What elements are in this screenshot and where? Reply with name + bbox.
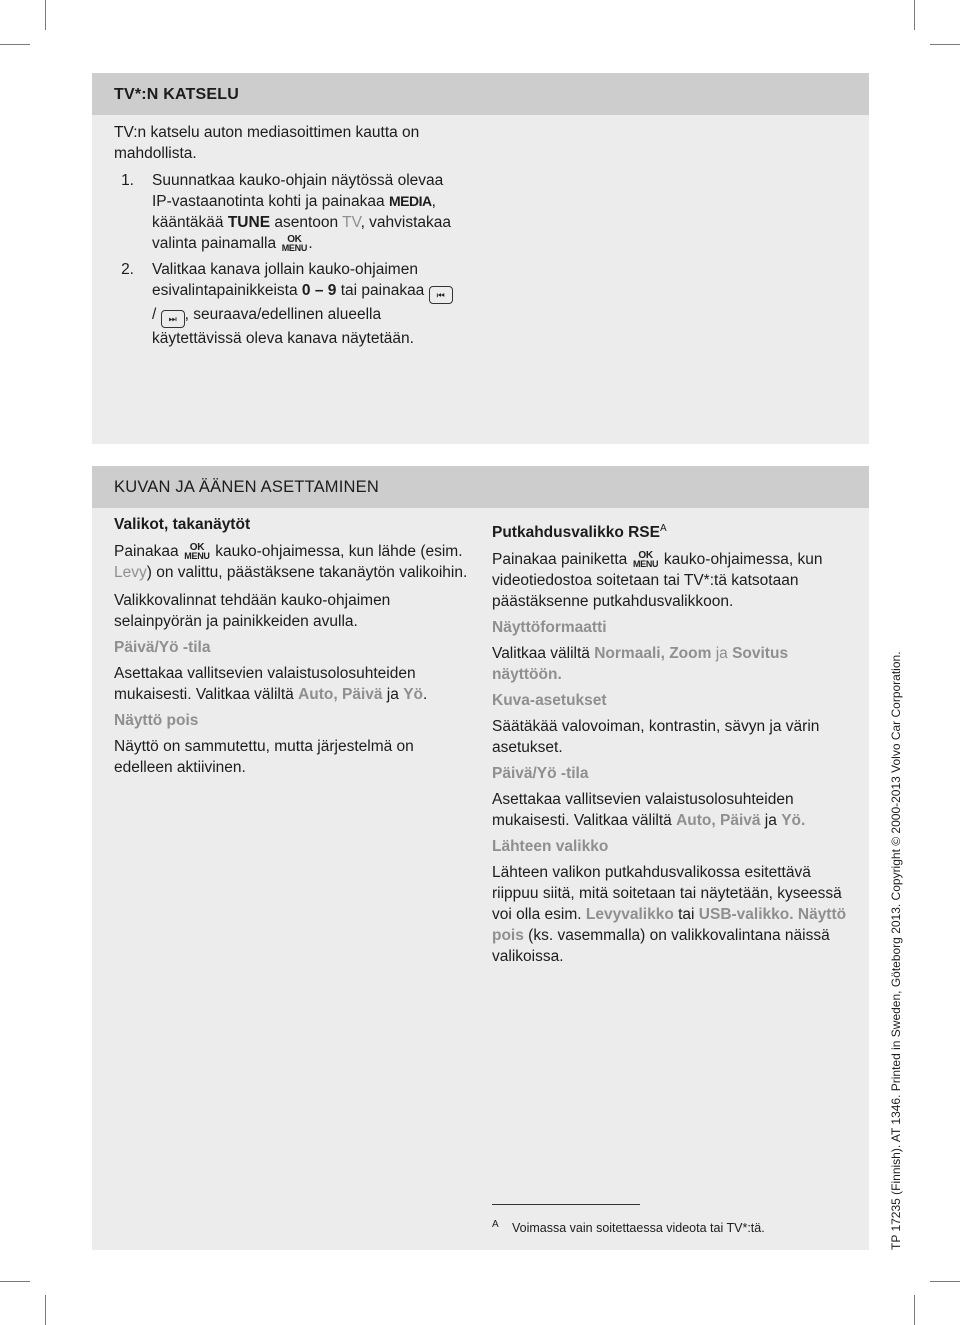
step-text: , seuraava/edellinen alueella käytettävissä oleva kanava näytetään. <box>152 306 414 347</box>
av-section <box>92 466 869 1250</box>
crop-mark <box>0 44 30 45</box>
crop-mark <box>0 1281 30 1282</box>
step-number: 1. <box>121 172 134 189</box>
av-section-title: KUVAN JA ÄÄNEN ASETTAMINEN <box>114 477 379 496</box>
tv-source-label: TV <box>342 214 361 231</box>
format-text: Valitkaa väliltä Normaali, Zoom ja Sovitus näyttöön. <box>492 645 789 684</box>
av-section-header <box>92 466 869 508</box>
levy-source-label: Levy <box>114 564 147 581</box>
skip-previous-icon: ⏮ <box>429 286 453 304</box>
daynight-heading-right: Päivä/Yö -tila <box>492 765 589 783</box>
image-settings-heading: Kuva-asetukset <box>492 692 607 710</box>
footnote <box>492 1218 792 1239</box>
crop-mark <box>930 44 960 45</box>
source-menu-heading: Lähteen valikko <box>492 838 609 856</box>
ok-menu-icon: OK MENU <box>632 550 659 570</box>
av-left-column <box>114 514 474 778</box>
tune-knob-label: TUNE <box>227 214 271 231</box>
footnote-marker: A <box>659 523 667 534</box>
step-text: , kääntäkää <box>152 193 436 231</box>
menus-text-2: Valikkovalinnat tehdään kauko-ohjaimen selainpyörän ja painikkeiden avulla. <box>114 592 391 630</box>
tv-section-title: TV*:N KATSELU <box>114 85 239 103</box>
tv-steps <box>114 170 454 349</box>
step-number: 2. <box>121 261 134 278</box>
screen-off-text: Näyttö on sammutettu, mutta järjestelmä on edelleen aktiivinen. <box>114 738 414 776</box>
tv-section-body <box>114 122 454 354</box>
footnote-mark: A <box>492 1219 499 1230</box>
menus-heading: Valikot, takanäytöt <box>114 516 251 533</box>
crop-mark <box>914 1295 915 1325</box>
step-text: asentoon <box>270 214 343 231</box>
tv-step-2 <box>114 259 454 349</box>
crop-mark <box>45 1295 46 1325</box>
menus-text: Painakaa OK MENU kauko-ohjaimessa, kun lähde (esim. Levy) on valittu, päästäksene takanäytön valikoihin. <box>114 542 468 581</box>
tv-step-1 <box>114 170 454 254</box>
ok-menu-icon: OK MENU <box>184 542 210 561</box>
footnote-rule <box>492 1204 640 1205</box>
step-text: tai painakaa <box>336 282 429 299</box>
popup-menu-heading: Putkahdusvalikko $RSE^A$ <box>492 523 667 542</box>
skip-next-icon: ⏭ <box>161 310 185 328</box>
daynight-heading: Päivä/Yö -tila <box>114 639 211 656</box>
tv-section <box>92 73 869 444</box>
screen-off-heading: Näyttö pois <box>114 712 199 729</box>
ok-menu-icon: OK MENU <box>281 234 308 253</box>
crop-mark <box>45 0 46 30</box>
step-text: . <box>308 235 313 252</box>
step-text: Suunnatkaa kauko-ohjain näytössä olevaa IP-vastaanotinta kohti ja painakaa <box>152 172 444 210</box>
popup-menu-text: Painakaa painiketta OK MENU kauko-ohjaimessa, kun videotiedostoa soitetaan tai TV*:tä katsotaan päästäksenne putkahdusvalikkoon. <box>492 550 823 611</box>
tv-intro: TV:n katselu auton mediasoittimen kautta on mahdollista. <box>114 124 420 162</box>
daynight-text-right: Asettakaa vallitsevien valaistusolosuhteiden mukaisesti. Valitkaa väliltä Auto, Päivä ja Yö. <box>492 791 806 830</box>
format-heading: Näyttöformaatti <box>492 619 607 637</box>
source-menu-text: Lähteen valikon putkahdusvalikossa esitettävä riippuu siitä, mitä soitetaan tai näytetään, kyseessä voi olla esim. Levyvalikko tai USB-valikko. Näyttö pois (ks. vasemmalla) on valikkovalintana näissä valikoissa. <box>492 864 847 966</box>
crop-mark <box>930 1281 960 1282</box>
daynight-text: Asettakaa vallitsevien valaistusolosuhteiden mukaisesti. Valitkaa väliltä Auto, Päivä ja Yö. <box>114 665 428 703</box>
footnote-text: Voimassa vain soitettaessa videota tai TV*:tä. <box>512 1221 765 1235</box>
copyright-side-text: TP 17235 (Finnish). AT 1346. Printed in Sweden, Göteborg 2013. Copyright © 2000-2013 Volvo Car Corporation. <box>889 651 903 1250</box>
tv-section-header <box>92 73 869 115</box>
media-button-label: MEDIA <box>388 193 432 209</box>
crop-mark <box>914 0 915 30</box>
step-text: Valitkaa kanava jollain kauko-ohjaimen esivalintapainikkeista <box>152 261 418 299</box>
preset-range: 0 – 9 <box>301 282 337 299</box>
step-text: / <box>152 306 161 323</box>
image-settings-text: Säätäkää valovoiman, kontrastin, sävyn ja värin asetukset. <box>492 718 820 757</box>
av-right-column <box>492 518 852 967</box>
step-text: , vahvistakaa valinta painamalla <box>152 214 452 252</box>
